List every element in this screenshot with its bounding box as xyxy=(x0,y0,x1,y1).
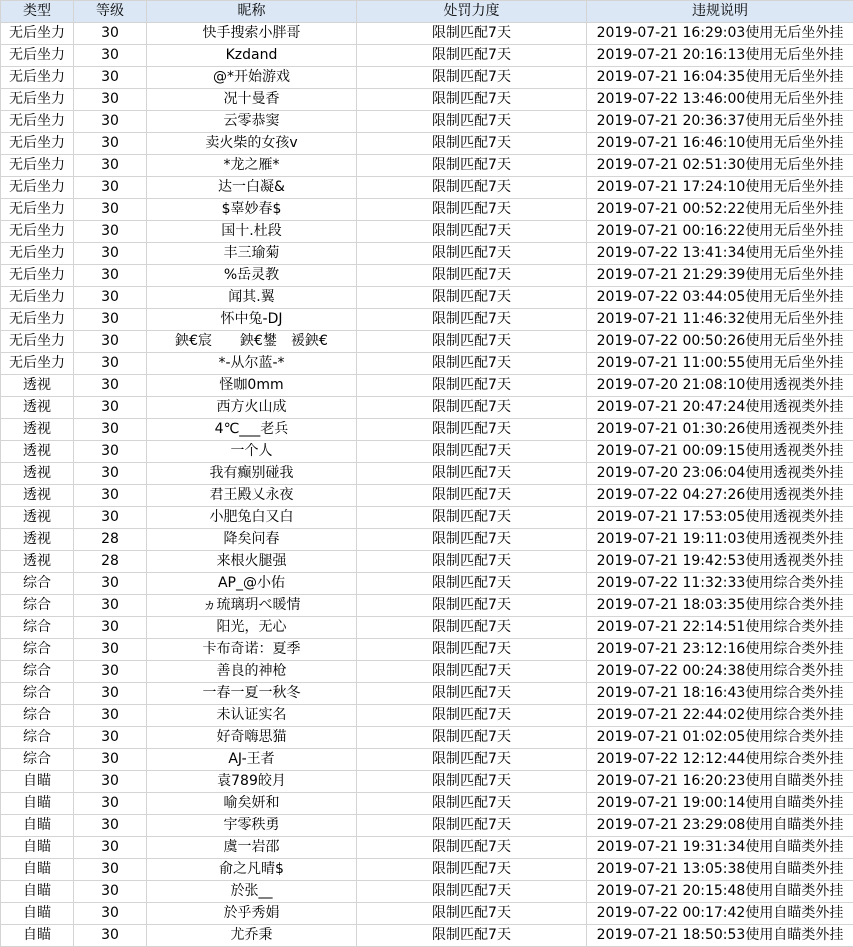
table-row xyxy=(1,353,853,375)
cell-level: 30 xyxy=(74,815,147,837)
cell-violation: 2019-07-21 17:53:05使用透视类外挂 xyxy=(587,507,853,529)
cell-penalty: 限制匹配7天 xyxy=(357,903,587,925)
cell-level: 30 xyxy=(74,507,147,529)
cell-type: 无后坐力 xyxy=(1,353,74,375)
table-row xyxy=(1,815,853,837)
cell-penalty: 限制匹配7天 xyxy=(357,287,587,309)
cell-nickname: $辜妙春$ xyxy=(147,199,357,221)
table-row xyxy=(1,23,853,45)
cell-type: 透视 xyxy=(1,463,74,485)
cell-nickname: *-从尔蓝-* xyxy=(147,353,357,375)
cell-nickname: 小肥兔白又白 xyxy=(147,507,357,529)
cell-violation: 2019-07-21 19:11:03使用透视类外挂 xyxy=(587,529,853,551)
cell-violation: 2019-07-22 00:24:38使用综合类外挂 xyxy=(587,661,853,683)
table-row xyxy=(1,771,853,793)
cell-violation: 2019-07-21 11:46:32使用无后坐外挂 xyxy=(587,309,853,331)
table-row xyxy=(1,133,853,155)
cell-type: 透视 xyxy=(1,441,74,463)
cell-nickname: Kzdand xyxy=(147,45,357,67)
table-row xyxy=(1,221,853,243)
cell-type: 综合 xyxy=(1,595,74,617)
cell-level: 30 xyxy=(74,155,147,177)
cell-level: 30 xyxy=(74,419,147,441)
cell-type: 综合 xyxy=(1,639,74,661)
cell-type: 自瞄 xyxy=(1,793,74,815)
table-row xyxy=(1,309,853,331)
cell-penalty: 限制匹配7天 xyxy=(357,705,587,727)
cell-penalty: 限制匹配7天 xyxy=(357,925,587,947)
cell-level: 30 xyxy=(74,639,147,661)
cell-nickname: 一个人 xyxy=(147,441,357,463)
cell-penalty: 限制匹配7天 xyxy=(357,551,587,573)
cell-violation: 2019-07-21 02:51:30使用无后坐外挂 xyxy=(587,155,853,177)
header-row xyxy=(1,1,853,23)
cell-penalty: 限制匹配7天 xyxy=(357,617,587,639)
cell-penalty: 限制匹配7天 xyxy=(357,67,587,89)
cell-penalty: 限制匹配7天 xyxy=(357,793,587,815)
cell-type: 自瞄 xyxy=(1,925,74,947)
cell-type: 透视 xyxy=(1,507,74,529)
cell-violation: 2019-07-21 16:04:35使用无后坐外挂 xyxy=(587,67,853,89)
table-row xyxy=(1,265,853,287)
cell-penalty: 限制匹配7天 xyxy=(357,133,587,155)
cell-penalty: 限制匹配7天 xyxy=(357,199,587,221)
cell-nickname: 好奇嗨思猫 xyxy=(147,727,357,749)
table-row xyxy=(1,639,853,661)
cell-level: 30 xyxy=(74,771,147,793)
cell-nickname: 达一白凝& xyxy=(147,177,357,199)
cell-penalty: 限制匹配7天 xyxy=(357,485,587,507)
cell-nickname: 袁789皎月 xyxy=(147,771,357,793)
table-row xyxy=(1,727,853,749)
cell-penalty: 限制匹配7天 xyxy=(357,221,587,243)
table-row xyxy=(1,243,853,265)
cell-violation: 2019-07-22 11:32:33使用综合类外挂 xyxy=(587,573,853,595)
cell-violation: 2019-07-21 18:03:35使用综合类外挂 xyxy=(587,595,853,617)
table-row xyxy=(1,177,853,199)
cell-nickname: 国十.杜段 xyxy=(147,221,357,243)
cell-level: 30 xyxy=(74,463,147,485)
cell-nickname: 阳光，无心 xyxy=(147,617,357,639)
cell-penalty: 限制匹配7天 xyxy=(357,529,587,551)
table-row xyxy=(1,155,853,177)
cell-nickname: 怀中兔-DJ xyxy=(147,309,357,331)
cell-penalty: 限制匹配7天 xyxy=(357,507,587,529)
cell-level: 28 xyxy=(74,551,147,573)
cell-nickname: 闻其.翼 xyxy=(147,287,357,309)
cell-violation: 2019-07-22 03:44:05使用无后坐外挂 xyxy=(587,287,853,309)
cell-level: 30 xyxy=(74,661,147,683)
cell-level: 30 xyxy=(74,111,147,133)
cell-type: 无后坐力 xyxy=(1,67,74,89)
cell-type: 综合 xyxy=(1,683,74,705)
cell-nickname: 鉠€宸 鉠€鐢 褑鉠€ xyxy=(147,331,357,353)
cell-penalty: 限制匹配7天 xyxy=(357,155,587,177)
cell-violation: 2019-07-21 20:16:13使用无后坐外挂 xyxy=(587,45,853,67)
table-row xyxy=(1,925,853,947)
cell-type: 无后坐力 xyxy=(1,331,74,353)
cell-nickname: AJ-王者 xyxy=(147,749,357,771)
cell-violation: 2019-07-22 00:50:26使用无后坐外挂 xyxy=(587,331,853,353)
cell-type: 无后坐力 xyxy=(1,287,74,309)
cell-penalty: 限制匹配7天 xyxy=(357,89,587,111)
cell-type: 透视 xyxy=(1,419,74,441)
cell-nickname: 宇零秩勇 xyxy=(147,815,357,837)
cell-level: 30 xyxy=(74,375,147,397)
header-nickname: 昵称 xyxy=(147,1,357,23)
cell-type: 自瞄 xyxy=(1,881,74,903)
table-row xyxy=(1,881,853,903)
cell-penalty: 限制匹配7天 xyxy=(357,309,587,331)
cell-level: 30 xyxy=(74,859,147,881)
cell-violation: 2019-07-21 13:05:38使用自瞄类外挂 xyxy=(587,859,853,881)
cell-type: 无后坐力 xyxy=(1,221,74,243)
cell-type: 自瞄 xyxy=(1,903,74,925)
header-violation: 违规说明 xyxy=(587,1,853,23)
cell-violation: 2019-07-21 21:29:39使用无后坐外挂 xyxy=(587,265,853,287)
table-row xyxy=(1,441,853,463)
cell-nickname: 快手搜索小胖哥 xyxy=(147,23,357,45)
cell-penalty: 限制匹配7天 xyxy=(357,375,587,397)
cell-penalty: 限制匹配7天 xyxy=(357,331,587,353)
cell-level: 30 xyxy=(74,177,147,199)
cell-penalty: 限制匹配7天 xyxy=(357,419,587,441)
cell-level: 30 xyxy=(74,881,147,903)
cell-violation: 2019-07-21 19:31:34使用自瞄类外挂 xyxy=(587,837,853,859)
table-row xyxy=(1,199,853,221)
cell-penalty: 限制匹配7天 xyxy=(357,727,587,749)
cell-nickname: @*开始游戏 xyxy=(147,67,357,89)
cell-type: 自瞄 xyxy=(1,771,74,793)
cell-nickname: 云零恭窦 xyxy=(147,111,357,133)
cell-violation: 2019-07-21 19:42:53使用透视类外挂 xyxy=(587,551,853,573)
cell-penalty: 限制匹配7天 xyxy=(357,837,587,859)
table-row xyxy=(1,595,853,617)
cell-type: 无后坐力 xyxy=(1,133,74,155)
cell-violation: 2019-07-21 18:50:53使用自瞄类外挂 xyxy=(587,925,853,947)
cell-penalty: 限制匹配7天 xyxy=(357,353,587,375)
cell-violation: 2019-07-21 11:00:55使用无后坐外挂 xyxy=(587,353,853,375)
cell-nickname: 喻矣妍和 xyxy=(147,793,357,815)
cell-level: 30 xyxy=(74,683,147,705)
cell-type: 透视 xyxy=(1,375,74,397)
cell-violation: 2019-07-21 22:14:51使用综合类外挂 xyxy=(587,617,853,639)
cell-penalty: 限制匹配7天 xyxy=(357,397,587,419)
table-row xyxy=(1,397,853,419)
cell-violation: 2019-07-21 00:16:22使用无后坐外挂 xyxy=(587,221,853,243)
cell-level: 30 xyxy=(74,23,147,45)
table-row xyxy=(1,67,853,89)
cell-type: 透视 xyxy=(1,485,74,507)
cell-level: 30 xyxy=(74,133,147,155)
table-row xyxy=(1,551,853,573)
cell-nickname: AP_@小佑 xyxy=(147,573,357,595)
cell-type: 透视 xyxy=(1,397,74,419)
cell-nickname: 怪咖0mm xyxy=(147,375,357,397)
table-row xyxy=(1,529,853,551)
cell-penalty: 限制匹配7天 xyxy=(357,661,587,683)
cell-level: 30 xyxy=(74,199,147,221)
cell-level: 30 xyxy=(74,925,147,947)
table-row xyxy=(1,485,853,507)
cell-nickname: *龙之雁* xyxy=(147,155,357,177)
cell-type: 自瞄 xyxy=(1,859,74,881)
cell-penalty: 限制匹配7天 xyxy=(357,881,587,903)
cell-violation: 2019-07-21 01:30:26使用透视类外挂 xyxy=(587,419,853,441)
cell-level: 30 xyxy=(74,353,147,375)
cell-level: 30 xyxy=(74,903,147,925)
cell-nickname: %岳灵教 xyxy=(147,265,357,287)
cell-nickname: 一春一夏一秋冬 xyxy=(147,683,357,705)
table-row xyxy=(1,749,853,771)
cell-level: 30 xyxy=(74,441,147,463)
cell-type: 透视 xyxy=(1,529,74,551)
cell-level: 30 xyxy=(74,727,147,749)
cell-type: 无后坐力 xyxy=(1,89,74,111)
cell-nickname: 未认证实名 xyxy=(147,705,357,727)
cell-level: 30 xyxy=(74,573,147,595)
cell-level: 30 xyxy=(74,617,147,639)
table-row xyxy=(1,287,853,309)
cell-penalty: 限制匹配7天 xyxy=(357,463,587,485)
cell-penalty: 限制匹配7天 xyxy=(357,573,587,595)
table-row xyxy=(1,705,853,727)
cell-violation: 2019-07-21 22:44:02使用综合类外挂 xyxy=(587,705,853,727)
cell-level: 30 xyxy=(74,485,147,507)
table-row xyxy=(1,617,853,639)
cell-nickname: 善良的神枪 xyxy=(147,661,357,683)
cell-level: 30 xyxy=(74,287,147,309)
cell-level: 30 xyxy=(74,837,147,859)
cell-type: 综合 xyxy=(1,705,74,727)
table-row xyxy=(1,331,853,353)
cell-type: 综合 xyxy=(1,727,74,749)
cell-type: 无后坐力 xyxy=(1,23,74,45)
cell-nickname: 君王殿乂永夜 xyxy=(147,485,357,507)
cell-nickname: ヵ琉璃玥べ暖情 xyxy=(147,595,357,617)
table-row xyxy=(1,45,853,67)
cell-nickname: 尤乔秉 xyxy=(147,925,357,947)
cell-type: 无后坐力 xyxy=(1,111,74,133)
cell-violation: 2019-07-21 20:47:24使用透视类外挂 xyxy=(587,397,853,419)
cell-violation: 2019-07-21 20:36:37使用无后坐外挂 xyxy=(587,111,853,133)
cell-penalty: 限制匹配7天 xyxy=(357,441,587,463)
cell-nickname: 於乎秀娟 xyxy=(147,903,357,925)
cell-violation: 2019-07-22 13:41:34使用无后坐外挂 xyxy=(587,243,853,265)
cell-nickname: 於张__ xyxy=(147,881,357,903)
cell-nickname: 俞之凡晴$ xyxy=(147,859,357,881)
cell-violation: 2019-07-21 01:02:05使用综合类外挂 xyxy=(587,727,853,749)
cell-penalty: 限制匹配7天 xyxy=(357,771,587,793)
header-type: 类型 xyxy=(1,1,74,23)
table-row xyxy=(1,375,853,397)
cell-nickname: 虞一岩邵 xyxy=(147,837,357,859)
table-row xyxy=(1,837,853,859)
table-row xyxy=(1,859,853,881)
cell-violation: 2019-07-21 18:16:43使用综合类外挂 xyxy=(587,683,853,705)
cell-level: 30 xyxy=(74,67,147,89)
cell-type: 综合 xyxy=(1,749,74,771)
cell-level: 30 xyxy=(74,265,147,287)
cell-level: 28 xyxy=(74,529,147,551)
cell-penalty: 限制匹配7天 xyxy=(357,683,587,705)
cell-penalty: 限制匹配7天 xyxy=(357,243,587,265)
cell-penalty: 限制匹配7天 xyxy=(357,595,587,617)
cell-violation: 2019-07-21 00:52:22使用无后坐外挂 xyxy=(587,199,853,221)
cell-nickname: 4℃___老兵 xyxy=(147,419,357,441)
cell-level: 30 xyxy=(74,749,147,771)
cell-level: 30 xyxy=(74,45,147,67)
table-row xyxy=(1,463,853,485)
cell-violation: 2019-07-20 21:08:10使用透视类外挂 xyxy=(587,375,853,397)
cell-type: 自瞄 xyxy=(1,815,74,837)
cell-violation: 2019-07-21 23:29:08使用自瞄类外挂 xyxy=(587,815,853,837)
cell-nickname: 况十曼香 xyxy=(147,89,357,111)
cell-violation: 2019-07-21 17:24:10使用无后坐外挂 xyxy=(587,177,853,199)
table-row xyxy=(1,793,853,815)
cell-level: 30 xyxy=(74,89,147,111)
cell-penalty: 限制匹配7天 xyxy=(357,265,587,287)
table-row xyxy=(1,573,853,595)
cell-level: 30 xyxy=(74,705,147,727)
table-row xyxy=(1,507,853,529)
cell-penalty: 限制匹配7天 xyxy=(357,45,587,67)
cell-type: 透视 xyxy=(1,551,74,573)
cell-nickname: 卡布奇诺：夏季 xyxy=(147,639,357,661)
cell-nickname: 降矣问春 xyxy=(147,529,357,551)
cell-violation: 2019-07-22 00:17:42使用自瞄类外挂 xyxy=(587,903,853,925)
cell-type: 无后坐力 xyxy=(1,155,74,177)
cell-level: 30 xyxy=(74,595,147,617)
cell-type: 无后坐力 xyxy=(1,243,74,265)
cell-level: 30 xyxy=(74,793,147,815)
cell-level: 30 xyxy=(74,309,147,331)
cell-violation: 2019-07-22 13:46:00使用无后坐外挂 xyxy=(587,89,853,111)
cell-violation: 2019-07-21 19:00:14使用自瞄类外挂 xyxy=(587,793,853,815)
cell-type: 综合 xyxy=(1,617,74,639)
cell-violation: 2019-07-21 16:46:10使用无后坐外挂 xyxy=(587,133,853,155)
cell-violation: 2019-07-21 16:20:23使用自瞄类外挂 xyxy=(587,771,853,793)
cell-level: 30 xyxy=(74,331,147,353)
cell-type: 无后坐力 xyxy=(1,265,74,287)
cell-nickname: 丰三瑜菊 xyxy=(147,243,357,265)
cell-type: 自瞄 xyxy=(1,837,74,859)
cell-type: 无后坐力 xyxy=(1,199,74,221)
cell-violation: 2019-07-21 00:09:15使用透视类外挂 xyxy=(587,441,853,463)
cell-penalty: 限制匹配7天 xyxy=(357,815,587,837)
cell-nickname: 来根火腿强 xyxy=(147,551,357,573)
cell-violation: 2019-07-21 20:15:48使用自瞄类外挂 xyxy=(587,881,853,903)
header-level: 等级 xyxy=(74,1,147,23)
table-row xyxy=(1,111,853,133)
cell-type: 无后坐力 xyxy=(1,45,74,67)
cell-nickname: 我有癫别碰我 xyxy=(147,463,357,485)
table-row xyxy=(1,683,853,705)
header-penalty: 处罚力度 xyxy=(357,1,587,23)
cell-violation: 2019-07-22 12:12:44使用综合类外挂 xyxy=(587,749,853,771)
cell-nickname: 西方火山成 xyxy=(147,397,357,419)
cell-violation: 2019-07-21 16:29:03使用无后坐外挂 xyxy=(587,23,853,45)
cell-type: 综合 xyxy=(1,573,74,595)
cell-type: 综合 xyxy=(1,661,74,683)
cell-level: 30 xyxy=(74,243,147,265)
cell-penalty: 限制匹配7天 xyxy=(357,749,587,771)
table-row xyxy=(1,661,853,683)
cell-violation: 2019-07-21 23:12:16使用综合类外挂 xyxy=(587,639,853,661)
cell-violation: 2019-07-22 04:27:26使用透视类外挂 xyxy=(587,485,853,507)
cell-violation: 2019-07-20 23:06:04使用透视类外挂 xyxy=(587,463,853,485)
table-row xyxy=(1,903,853,925)
cell-level: 30 xyxy=(74,397,147,419)
table-row xyxy=(1,419,853,441)
cell-penalty: 限制匹配7天 xyxy=(357,111,587,133)
cell-nickname: 卖火柴的女孩v xyxy=(147,133,357,155)
cell-penalty: 限制匹配7天 xyxy=(357,177,587,199)
cell-type: 无后坐力 xyxy=(1,309,74,331)
cell-type: 无后坐力 xyxy=(1,177,74,199)
cell-penalty: 限制匹配7天 xyxy=(357,23,587,45)
table-row xyxy=(1,89,853,111)
cell-level: 30 xyxy=(74,221,147,243)
cell-penalty: 限制匹配7天 xyxy=(357,859,587,881)
cell-penalty: 限制匹配7天 xyxy=(357,639,587,661)
